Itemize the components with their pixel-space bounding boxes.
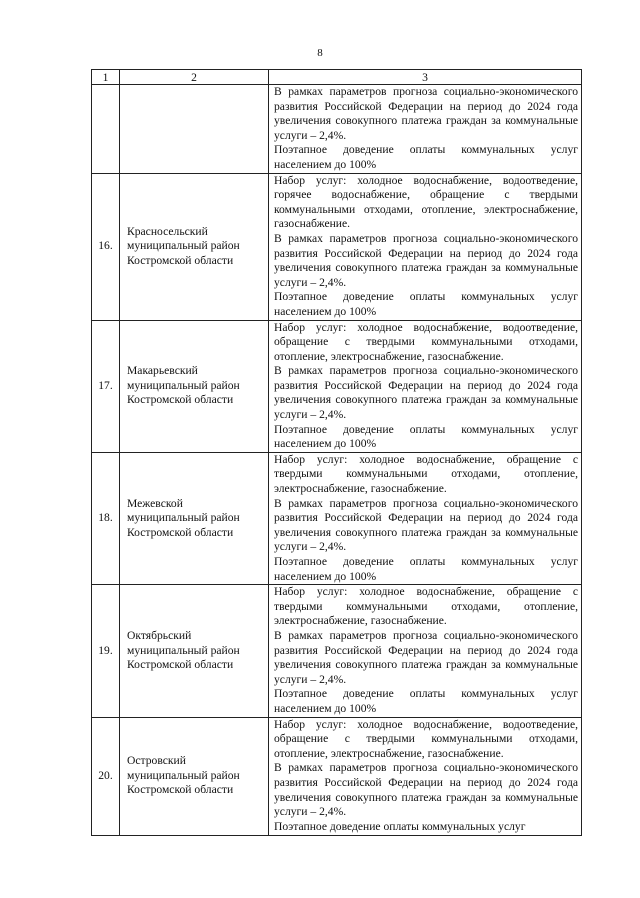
- district-name-line: муниципальный район: [127, 378, 240, 392]
- district-name-line: муниципальный район: [127, 643, 240, 657]
- table-row: [92, 173, 582, 320]
- table-row: [92, 717, 582, 835]
- description-paragraph: Поэтапное доведение оплаты коммунальных услуг населением до 100%: [274, 687, 578, 715]
- row-description-cell: [269, 85, 582, 174]
- description-paragraph: Поэтапное доведение оплаты коммунальных услуг населением до 100%: [274, 555, 578, 583]
- table-header-row: [92, 70, 582, 85]
- description-paragraph: Поэтапное доведение оплаты коммунальных услуг: [274, 819, 526, 833]
- row-description-cell: [269, 173, 582, 320]
- description-paragraph: В рамках параметров прогноза социально-экономического развития Российской Федерации на период до 2024 года увеличения совокупного платежа граждан за коммунальные услуги – 2,4%.: [274, 364, 578, 422]
- description-paragraph: В рамках параметров прогноза социально-экономического развития Российской Федерации на период до 2024 года увеличения совокупного платежа граждан за коммунальные услуги – 2,4%.: [274, 628, 578, 686]
- row-name-cell: [120, 585, 269, 717]
- row-number-cell: 20.: [92, 717, 120, 835]
- description-paragraph: Набор услуг: холодное водоснабжение, обращение с твердыми коммунальными отходами, отопление, электроснабжение, газоснабжение.: [274, 585, 578, 628]
- header-cell-description: 3: [269, 70, 582, 85]
- page-number: 8: [317, 47, 323, 59]
- description-paragraph: Набор услуг: холодное водоснабжение, водоотведение, горячее водоснабжение, обращение с твердыми коммунальными отходами, отопление, электроснабжение, газоснабжение.: [274, 173, 578, 231]
- description-paragraph: Поэтапное доведение оплаты коммунальных услуг населением до 100%: [274, 422, 578, 451]
- row-name-cell: [120, 452, 269, 584]
- row-name-cell: [120, 173, 269, 320]
- description-paragraph: В рамках параметров прогноза социально-экономического развития Российской Федерации на период до 2024 года увеличения совокупного платежа граждан за коммунальные услуги – 2,4%.: [274, 496, 578, 554]
- district-name-line: Макарьевский: [127, 364, 198, 378]
- district-name-line: муниципальный район: [127, 768, 240, 782]
- row-number-cell: 19.: [92, 585, 120, 717]
- description-paragraph: В рамках параметров прогноза социально-экономического развития Российской Федерации на период до 2024 года увеличения совокупного платежа граждан за коммунальные услуги – 2,4%.: [274, 231, 578, 289]
- district-name-line: Межевской: [127, 496, 183, 510]
- description-paragraph: Набор услуг: холодное водоснабжение, обращение с твердыми коммунальными отходами, отопление, электроснабжение, газоснабжение.: [274, 452, 578, 496]
- description-paragraph: Поэтапное доведение оплаты коммунальных услуг населением до 100%: [274, 143, 578, 171]
- row-description-cell: [269, 585, 582, 717]
- table-row: [92, 320, 582, 452]
- district-name-line: Октябрьский: [127, 628, 192, 642]
- description-paragraph: В рамках параметров прогноза социально-экономического развития Российской Федерации на период до 2024 года увеличения совокупного платежа граждан за коммунальные услуги – 2,4%.: [274, 85, 578, 142]
- district-name-line: Костромской области: [127, 253, 234, 267]
- header-cell-number: 1: [92, 70, 120, 85]
- description-paragraph: Набор услуг: холодное водоснабжение, водоотведение, обращение с твердыми коммунальными отходами, отопление, электроснабжение, газоснабжение.: [274, 717, 578, 760]
- table-row: [92, 452, 582, 584]
- row-description-cell: [269, 452, 582, 584]
- description-paragraph: Набор услуг: холодное водоснабжение, водоотведение, обращение с твердыми коммунальными отходами, отопление, электроснабжение, газоснабжение.: [274, 320, 578, 363]
- district-name-line: Островский: [127, 754, 186, 768]
- row-number-cell: [92, 85, 120, 174]
- table-row: [92, 585, 582, 717]
- services-table: [91, 69, 582, 836]
- description-paragraph: В рамках параметров прогноза социально-экономического развития Российской Федерации на период до 2024 года увеличения совокупного платежа граждан за коммунальные услуги – 2,4%.: [274, 761, 578, 819]
- district-name-line: муниципальный район: [127, 239, 240, 253]
- district-name-line: Костромской области: [127, 393, 234, 407]
- row-name-cell: [120, 85, 269, 174]
- row-name-cell: [120, 320, 269, 452]
- row-number-cell: 18.: [92, 452, 120, 584]
- district-name-line: Костромской области: [127, 783, 234, 797]
- district-name-line: Костромской области: [127, 525, 234, 539]
- district-name-line: Красносельский: [127, 224, 208, 238]
- row-description-cell: [269, 717, 582, 835]
- district-name-line: Костромской области: [127, 658, 234, 672]
- row-name-cell: [120, 717, 269, 835]
- description-paragraph: Поэтапное доведение оплаты коммунальных услуг населением до 100%: [274, 290, 578, 318]
- row-number-cell: 17.: [92, 320, 120, 452]
- table-row-continuation: [92, 85, 582, 174]
- table-body: [92, 70, 582, 836]
- row-number-cell: 16.: [92, 173, 120, 320]
- header-cell-name: 2: [120, 70, 269, 85]
- row-description-cell: [269, 320, 582, 452]
- district-name-line: муниципальный район: [127, 511, 240, 525]
